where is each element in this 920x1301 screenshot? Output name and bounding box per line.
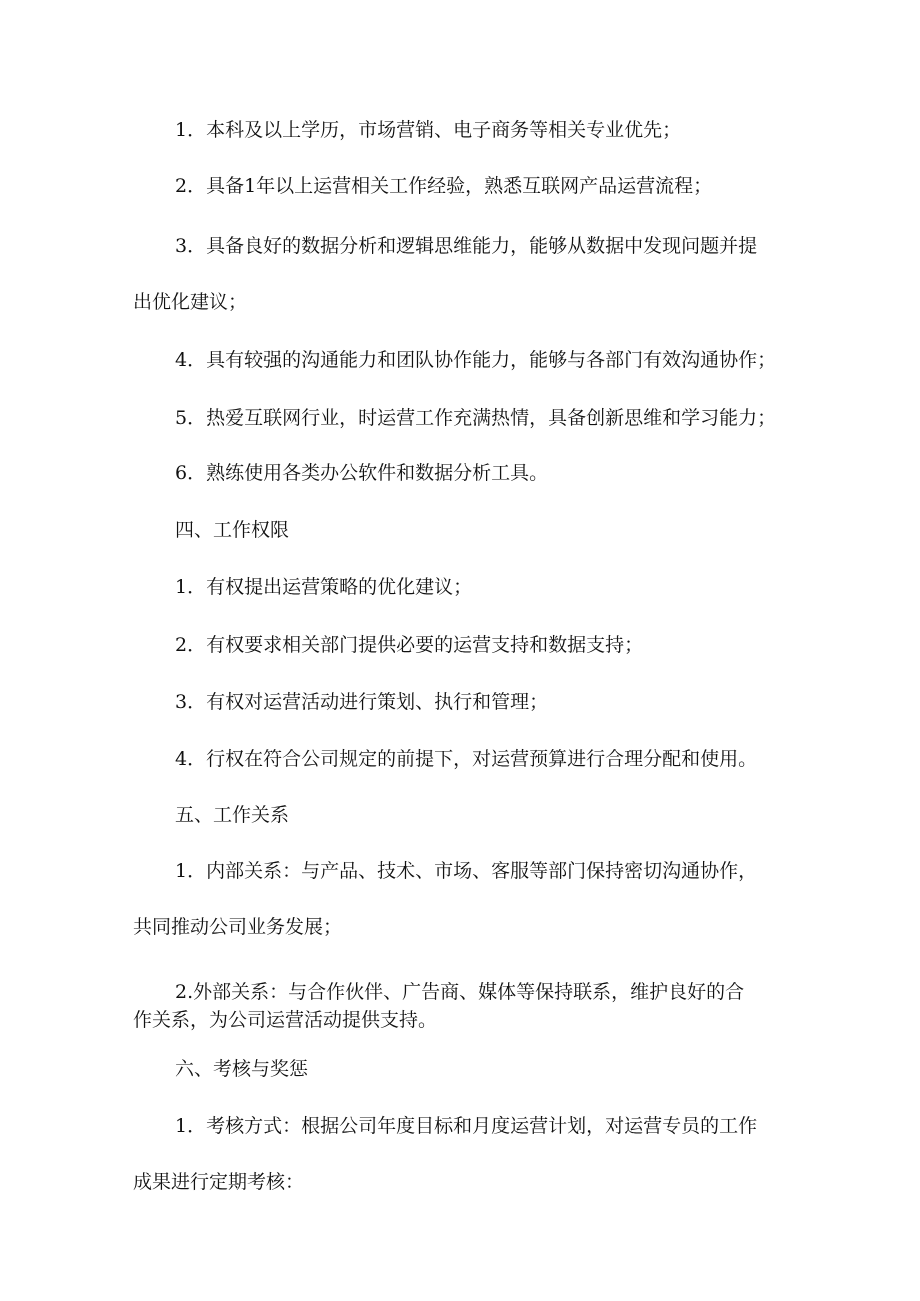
section-heading-5: 五、工作关系: [175, 804, 290, 826]
requirement-6: 6．熟练使用各类办公软件和数据分析工具。: [175, 462, 549, 484]
relation-1-continued: 共同推动公司业务发展；: [133, 916, 343, 938]
authority-4: 4．行权在符合公司规定的前提下，对运营预算进行合理分配和使用。: [175, 748, 758, 770]
relation-2-continued: 作关系，为公司运营活动提供支持。: [133, 1009, 438, 1031]
relation-1: 1．内部关系：与产品、技术、市场、客服等部门保持密切沟通协作，: [175, 860, 758, 882]
relation-2: 2.外部关系：与合作伙伴、广告商、媒体等保持联系，维护良好的合: [175, 981, 745, 1003]
section-heading-4: 四、工作权限: [175, 519, 290, 541]
assessment-1-continued: 成果进行定期考核：: [133, 1171, 305, 1193]
requirement-3-continued: 出优化建议；: [133, 291, 248, 313]
requirement-1: 1．本科及以上学历，市场营销、电子商务等相关专业优先；: [175, 119, 682, 141]
assessment-1: 1．考核方式：根据公司年度目标和月度运营计划，对运营专员的工作: [175, 1115, 758, 1137]
section-heading-6: 六、考核与奖惩: [175, 1058, 309, 1080]
authority-3: 3．有权对运营活动进行策划、执行和管理；: [175, 691, 549, 713]
authority-1: 1．有权提出运营策略的优化建议；: [175, 576, 473, 598]
requirement-2: 2．具备1年以上运营相关工作经验，熟悉互联网产品运营流程；: [175, 175, 713, 197]
authority-2: 2．有权要求相关部门提供必要的运营支持和数据支持；: [175, 634, 644, 656]
requirement-5: 5．热爱互联网行业，时运营工作充满热情，具备创新思维和学习能力；: [175, 407, 777, 429]
requirement-3: 3．具备良好的数据分析和逻辑思维能力，能够从数据中发现问题并提: [175, 235, 758, 257]
requirement-4: 4．具有较强的沟通能力和团队协作能力，能够与各部门有效沟通协作；: [175, 349, 777, 371]
